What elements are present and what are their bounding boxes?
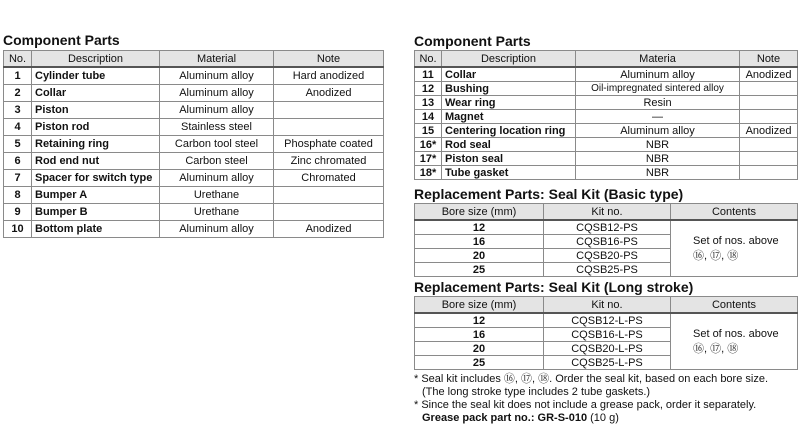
table-cell: 7 (4, 170, 32, 187)
column-header: Note (740, 51, 798, 68)
table-row (4, 85, 384, 102)
column-header: No. (4, 51, 32, 68)
table-row (4, 170, 384, 187)
table-cell: Collar (32, 85, 160, 102)
table-cell: Piston seal (442, 152, 576, 166)
table-cell: Hard anodized (274, 67, 384, 85)
table-cell: NBR (576, 138, 740, 152)
table-cell: Rod end nut (32, 153, 160, 170)
table-cell (274, 102, 384, 119)
component-parts-table-left (3, 50, 384, 238)
table-cell: — (576, 110, 740, 124)
table-cell: 14 (415, 110, 442, 124)
contents-line: Set of nos. above (693, 327, 779, 340)
table-cell (274, 204, 384, 221)
table-cell: CQSB25-L-PS (544, 356, 671, 370)
table-cell: CQSB16-PS (544, 235, 671, 249)
table-cell: 13 (415, 96, 442, 110)
table-cell: 12 (415, 82, 442, 96)
table-cell: Aluminum alloy (160, 67, 274, 85)
table-cell: NBR (576, 152, 740, 166)
table-cell: Aluminum alloy (160, 102, 274, 119)
table-cell: Carbon tool steel (160, 136, 274, 153)
component-parts-table-right (414, 50, 798, 180)
table-cell: Zinc chromated (274, 153, 384, 170)
component-parts-title-left: Component Parts (3, 32, 120, 48)
table-cell: Aluminum alloy (160, 170, 274, 187)
table-row (415, 152, 798, 166)
table-cell: 2 (4, 85, 32, 102)
table-cell: 6 (4, 153, 32, 170)
seal-kit-contents (671, 220, 798, 277)
column-header: Bore size (mm) (415, 204, 544, 221)
table-cell: 17* (415, 152, 442, 166)
column-header: No. (415, 51, 442, 68)
table-cell: Bottom plate (32, 221, 160, 238)
table-cell: 10 (4, 221, 32, 238)
column-header: Bore size (mm) (415, 297, 544, 314)
table-cell: Centering location ring (442, 124, 576, 138)
table-cell: Aluminum alloy (576, 67, 740, 82)
table-row (4, 204, 384, 221)
table-cell: Wear ring (442, 96, 576, 110)
table-cell: 3 (4, 102, 32, 119)
table-row (4, 67, 384, 85)
table-cell (274, 119, 384, 136)
table-cell: 12 (415, 220, 544, 235)
note-grease-pack: * Since the seal kit does not include a grease pack, order it separately. (414, 399, 757, 411)
table-cell: Bushing (442, 82, 576, 96)
table-cell: Aluminum alloy (576, 124, 740, 138)
table-row (415, 313, 798, 328)
component-parts-title-right: Component Parts (414, 33, 531, 49)
column-header: Contents (671, 297, 798, 314)
table-cell: Rod seal (442, 138, 576, 152)
table-cell: 16 (415, 235, 544, 249)
table-cell: Urethane (160, 187, 274, 204)
table-row (415, 138, 798, 152)
table-cell: Oil-impregnated sintered alloy (576, 82, 740, 96)
table-cell: 4 (4, 119, 32, 136)
table-row (415, 124, 798, 138)
table-cell: Urethane (160, 204, 274, 221)
seal-kit-long-table (414, 296, 798, 370)
table-cell (740, 82, 798, 96)
table-cell: 15 (415, 124, 442, 138)
table-cell: CQSB20-PS (544, 249, 671, 263)
table-row (415, 67, 798, 82)
table-cell: Magnet (442, 110, 576, 124)
seal-kit-long-title: Replacement Parts: Seal Kit (Long stroke) (414, 279, 694, 295)
table-cell: Bumper B (32, 204, 160, 221)
table-cell: 18* (415, 166, 442, 180)
table-cell: Resin (576, 96, 740, 110)
table-cell: Collar (442, 67, 576, 82)
table-row (4, 221, 384, 238)
table-cell: CQSB16-L-PS (544, 328, 671, 342)
table-cell: 8 (4, 187, 32, 204)
table-cell: Cylinder tube (32, 67, 160, 85)
table-cell: 16* (415, 138, 442, 152)
contents-line: ⑯, ⑰, ⑱ (693, 342, 739, 355)
table-row (4, 119, 384, 136)
table-cell: Bumper A (32, 187, 160, 204)
table-cell: Anodized (274, 85, 384, 102)
table-cell: Anodized (740, 67, 798, 82)
table-cell: Carbon steel (160, 153, 274, 170)
table-cell: Piston (32, 102, 160, 119)
table-cell: CQSB25-PS (544, 263, 671, 277)
table-cell: NBR (576, 166, 740, 180)
table-row (415, 96, 798, 110)
table-header-row (415, 204, 798, 221)
table-cell: CQSB12-PS (544, 220, 671, 235)
table-cell: 25 (415, 356, 544, 370)
table-cell: 11 (415, 67, 442, 82)
table-cell: Aluminum alloy (160, 221, 274, 238)
table-cell: Tube gasket (442, 166, 576, 180)
column-header: Kit no. (544, 204, 671, 221)
table-cell: 16 (415, 328, 544, 342)
table-cell: Piston rod (32, 119, 160, 136)
table-cell: Anodized (274, 221, 384, 238)
table-cell (740, 96, 798, 110)
table-cell: 5 (4, 136, 32, 153)
table-cell: CQSB20-L-PS (544, 342, 671, 356)
table-cell: Chromated (274, 170, 384, 187)
table-cell (740, 152, 798, 166)
footnotes (414, 373, 796, 425)
table-cell: 1 (4, 67, 32, 85)
table-cell: 20 (415, 249, 544, 263)
table-row (4, 187, 384, 204)
table-cell (740, 110, 798, 124)
table-row (415, 82, 798, 96)
table-header-row (415, 51, 798, 68)
table-cell (740, 166, 798, 180)
table-cell: Stainless steel (160, 119, 274, 136)
table-cell: Spacer for switch type (32, 170, 160, 187)
column-header: Kit no. (544, 297, 671, 314)
grease-pack-part-number (414, 412, 796, 425)
grease-pack-quantity: (10 g) (590, 412, 619, 424)
seal-kit-basic-table (414, 203, 798, 277)
table-cell: Anodized (740, 124, 798, 138)
table-cell: CQSB12-L-PS (544, 313, 671, 328)
table-row (4, 153, 384, 170)
table-row (4, 102, 384, 119)
table-row (415, 166, 798, 180)
table-cell: 25 (415, 263, 544, 277)
table-cell (274, 187, 384, 204)
table-cell: 12 (415, 313, 544, 328)
table-row (415, 110, 798, 124)
column-header: Note (274, 51, 384, 68)
table-header-row (4, 51, 384, 68)
note-long-stroke: (The long stroke type includes 2 tube gaskets.) (422, 386, 651, 398)
table-cell: Retaining ring (32, 136, 160, 153)
contents-line: ⑯, ⑰, ⑱ (693, 249, 739, 262)
column-header: Materia (576, 51, 740, 68)
seal-kit-contents (671, 313, 798, 370)
column-header: Description (442, 51, 576, 68)
column-header: Contents (671, 204, 798, 221)
table-row (4, 136, 384, 153)
column-header: Description (32, 51, 160, 68)
table-cell: Aluminum alloy (160, 85, 274, 102)
table-header-row (415, 297, 798, 314)
grease-pack-label: Grease pack part no.: GR-S-010 (422, 412, 588, 424)
seal-kit-basic-title: Replacement Parts: Seal Kit (Basic type) (414, 186, 684, 202)
contents-line: Set of nos. above (693, 234, 779, 247)
note-seal-kit-includes: * Seal kit includes ⑯, ⑰, ⑱. Order the seal kit, based on each bore size. (414, 373, 769, 385)
column-header: Material (160, 51, 274, 68)
table-cell: 9 (4, 204, 32, 221)
table-cell: 20 (415, 342, 544, 356)
table-cell (740, 138, 798, 152)
table-row (415, 220, 798, 235)
table-cell: Phosphate coated (274, 136, 384, 153)
